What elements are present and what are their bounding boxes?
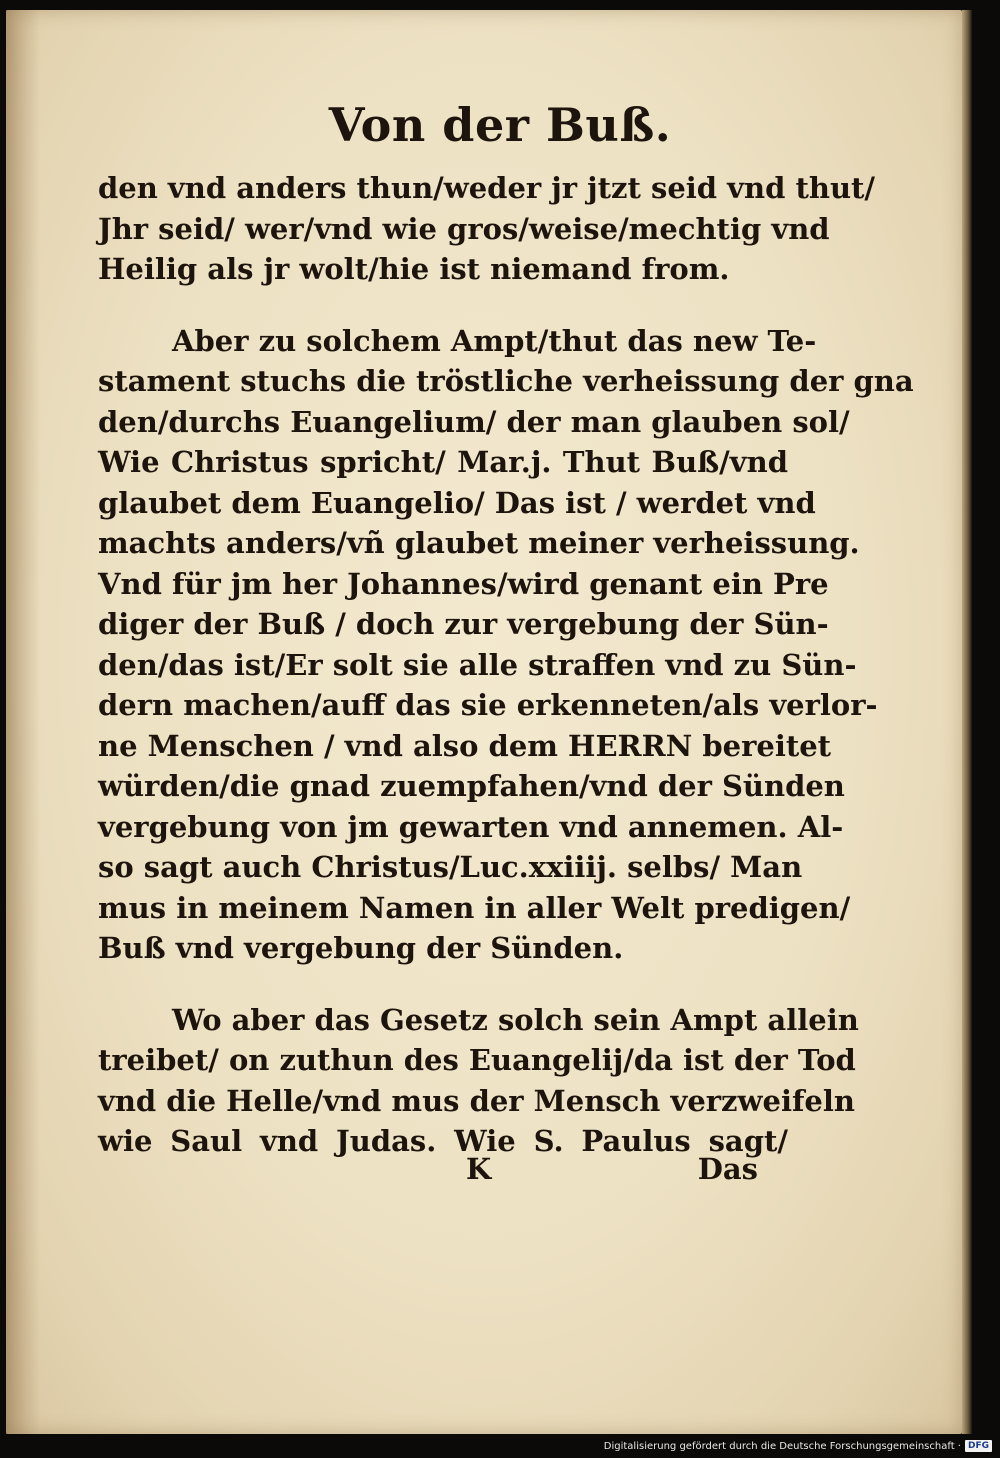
text-line: würden/die gnad zuempfahen/vnd der Sünden (98, 769, 845, 803)
credit-text: Digitalisierung gefördert durch die Deutsche Forschungsgemeinschaft · (603, 1440, 961, 1452)
text-line: Aber zu solchem Ampt/thut das new Te- (172, 323, 817, 358)
text-line: Vnd für jm her Johannes/wird genant ein Pre (98, 566, 829, 601)
text-line: so sagt auch Christus/Luc.xxiiij. selbs/ Man (98, 850, 803, 884)
text-line: ne Menschen / vnd also dem HERRN bereitet (98, 728, 832, 763)
catchword: Das (697, 1152, 758, 1186)
running-head: Von der Buß. (328, 98, 672, 152)
text-line: diger der Buß / doch zur vergebung der Sün- (98, 607, 829, 641)
text-line: machts anders/vñ glaubet meiner verheissung. (98, 526, 860, 560)
text-line: Wo aber das Gesetz solch sein Ampt allein (172, 1002, 859, 1037)
text-line: Buß vnd vergebung der Sünden. (98, 931, 624, 965)
page-gutter-shadow (6, 10, 40, 1434)
text-line: stament stuchs die tröstliche verheissung der gna (98, 364, 914, 398)
text-line: treibet/ on zuthun des Euangelij/da ist der Tod (98, 1043, 856, 1077)
text-line: den/das ist/Er solt sie alle straffen vnd zu Sün- (98, 647, 857, 682)
text-line: mus in meinem Namen in aller Welt predigen/ (98, 890, 851, 925)
dfg-logo: DFG (965, 1440, 992, 1452)
text-line: den vnd anders thun/weder jr jtzt seid vnd thut/ (98, 171, 876, 205)
text-line: vnd die Helle/vnd mus der Mensch verzweifeln (98, 1083, 855, 1118)
text-line: Heilig als jr wolt/hie ist niemand from. (98, 252, 730, 286)
paragraph-gap (98, 290, 788, 321)
text-line: Jhr seid/ wer/vnd wie gros/weise/mechtig vnd (98, 211, 830, 246)
text-line: vergebung von jm gewarten vnd annemen. Al- (98, 809, 844, 844)
digitization-credit (604, 1440, 992, 1452)
text-line: Wie Christus spricht/ Mar.j. Thut Buß/vnd (98, 445, 788, 479)
body-text (98, 168, 914, 1162)
text-line: dern machen/auff das sie erkenneten/als verlor- (98, 688, 878, 722)
page-edge (962, 10, 972, 1434)
text-line: den/durchs Euangelium/ der man glauben sol/ (98, 404, 850, 439)
text-line: glaubet dem Euangelio/ Das ist / werdet vnd (98, 485, 816, 520)
signature-mark: K (466, 1152, 492, 1186)
text-line: wie Saul vnd Judas. Wie S. Paulus sagt/ (98, 1124, 788, 1158)
paragraph-gap (98, 969, 788, 1000)
page-footer (98, 1152, 758, 1196)
